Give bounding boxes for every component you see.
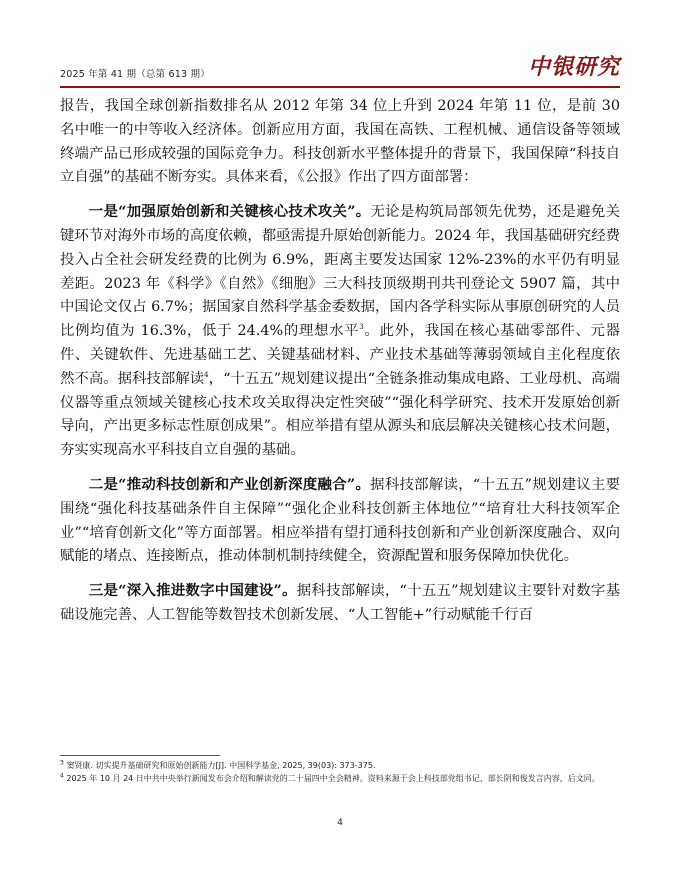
point-2-heading: 二是“推动科技创新和产业创新深度融合”。: [88, 475, 371, 493]
footnote-ref-4[interactable]: 4: [204, 370, 209, 379]
paragraph-point-1: 一是“加强原始创新和关键核心技术攻关”。无论是构筑局部领先优势，还是避免关键环节对海外市场的高度依赖，都亟需提升原始创新能力。2024 年，我国基础研究经费投入占全社会研发经费的比例为 6.9%，距离主要发达国家 12%-23%的水平仍有明显差距。2023 年《科学》《自然》《细胞》三大科技顶级期刊共刊登论文 5907 篇，其中中国论文仅占 6.7%；据国家自然科学基金委数据，国内各学科实际从事原创研究的人员比例均值为 16.3%，低于 24.4%的理想水平$^3$。此外，我国在核心基础零部件、元器件、关键软件、先进基础工艺、关键基础材料、产业技术基础等薄弱领域自主化程度依然不高。据科技部解读$^4$，“十五五”规划建议提出“全链条推动集成电路、工业母机、高端仪器等重点领域关键核心技术攻关取得决定性突破”“强化科学研究、技术开发原始创新导向，产出更多标志性原创成果”。相应举措有望从源头和底层解决关键核心技术问题，夯实实现高水平科技自立自强的基础。: [60, 203, 620, 459]
footnote-divider: [60, 755, 220, 756]
body-text: [60, 95, 620, 638]
page-number: 4: [337, 818, 343, 828]
paragraph-point-2: 二是“推动科技创新和产业创新深度融合”。据科技部解读，“十五五”规划建议主要围绕“强化科技基础条件自主保障”“强化企业科技创新主体地位”“培育壮大科技领军企业”“培育创新文化”等方面部署。相应举措有望打通科技创新和产业创新深度融合、双向赋能的堵点、连接断点，推动体制机制持续健全，资源配置和服务保障加快优化。: [60, 475, 620, 565]
brand-logo: 中银研究: [527, 54, 620, 80]
footnotes: [60, 759, 620, 785]
header-rule: [60, 86, 620, 88]
point-3-heading: 三是“深入推进数字中国建设”。: [88, 582, 297, 600]
page-header: [60, 50, 620, 84]
issue-label: 2025 年第 41 期（总第 613 期）: [60, 69, 210, 80]
footnote-4: $^4$ 2025 年 10 月 24 日中共中央举行新闻发布会介绍和解读党的二十届四中全会精神。资料来源于会上科技部党组书记、部长阴和俊发言内容，后文同。: [60, 772, 600, 783]
paragraph-point-3: 三是“深入推进数字中国建设”。据科技部解读，“十五五”规划建议主要针对数字基础设施完善、人工智能等数智技术创新发展、“人工智能+”行动赋能千行百: [60, 582, 620, 623]
footnote-ref-3[interactable]: 3: [359, 323, 364, 332]
point-1-heading: 一是“加强原始创新和关键核心技术攻关”。: [88, 203, 371, 221]
footnote-3: $^3$ 窦贤康. 切实提升基础研究和原始创新能力[J]. 中国科学基金, 2025, 39(03): 373-375.: [60, 759, 376, 770]
paragraph-intro: 报告，我国全球创新指数排名从 2012 年第 34 位上升到 2024 年第 11 位，是前 30 名中唯一的中等收入经济体。创新应用方面，我国在高铁、工程机械、通信设备等领域终端产品已形成较强的国际竞争力。科技创新水平整体提升的背景下，我国保障“科技自立自强”的基础不断夯实。具体来看，《公报》作出了四方面部署：: [60, 98, 620, 186]
